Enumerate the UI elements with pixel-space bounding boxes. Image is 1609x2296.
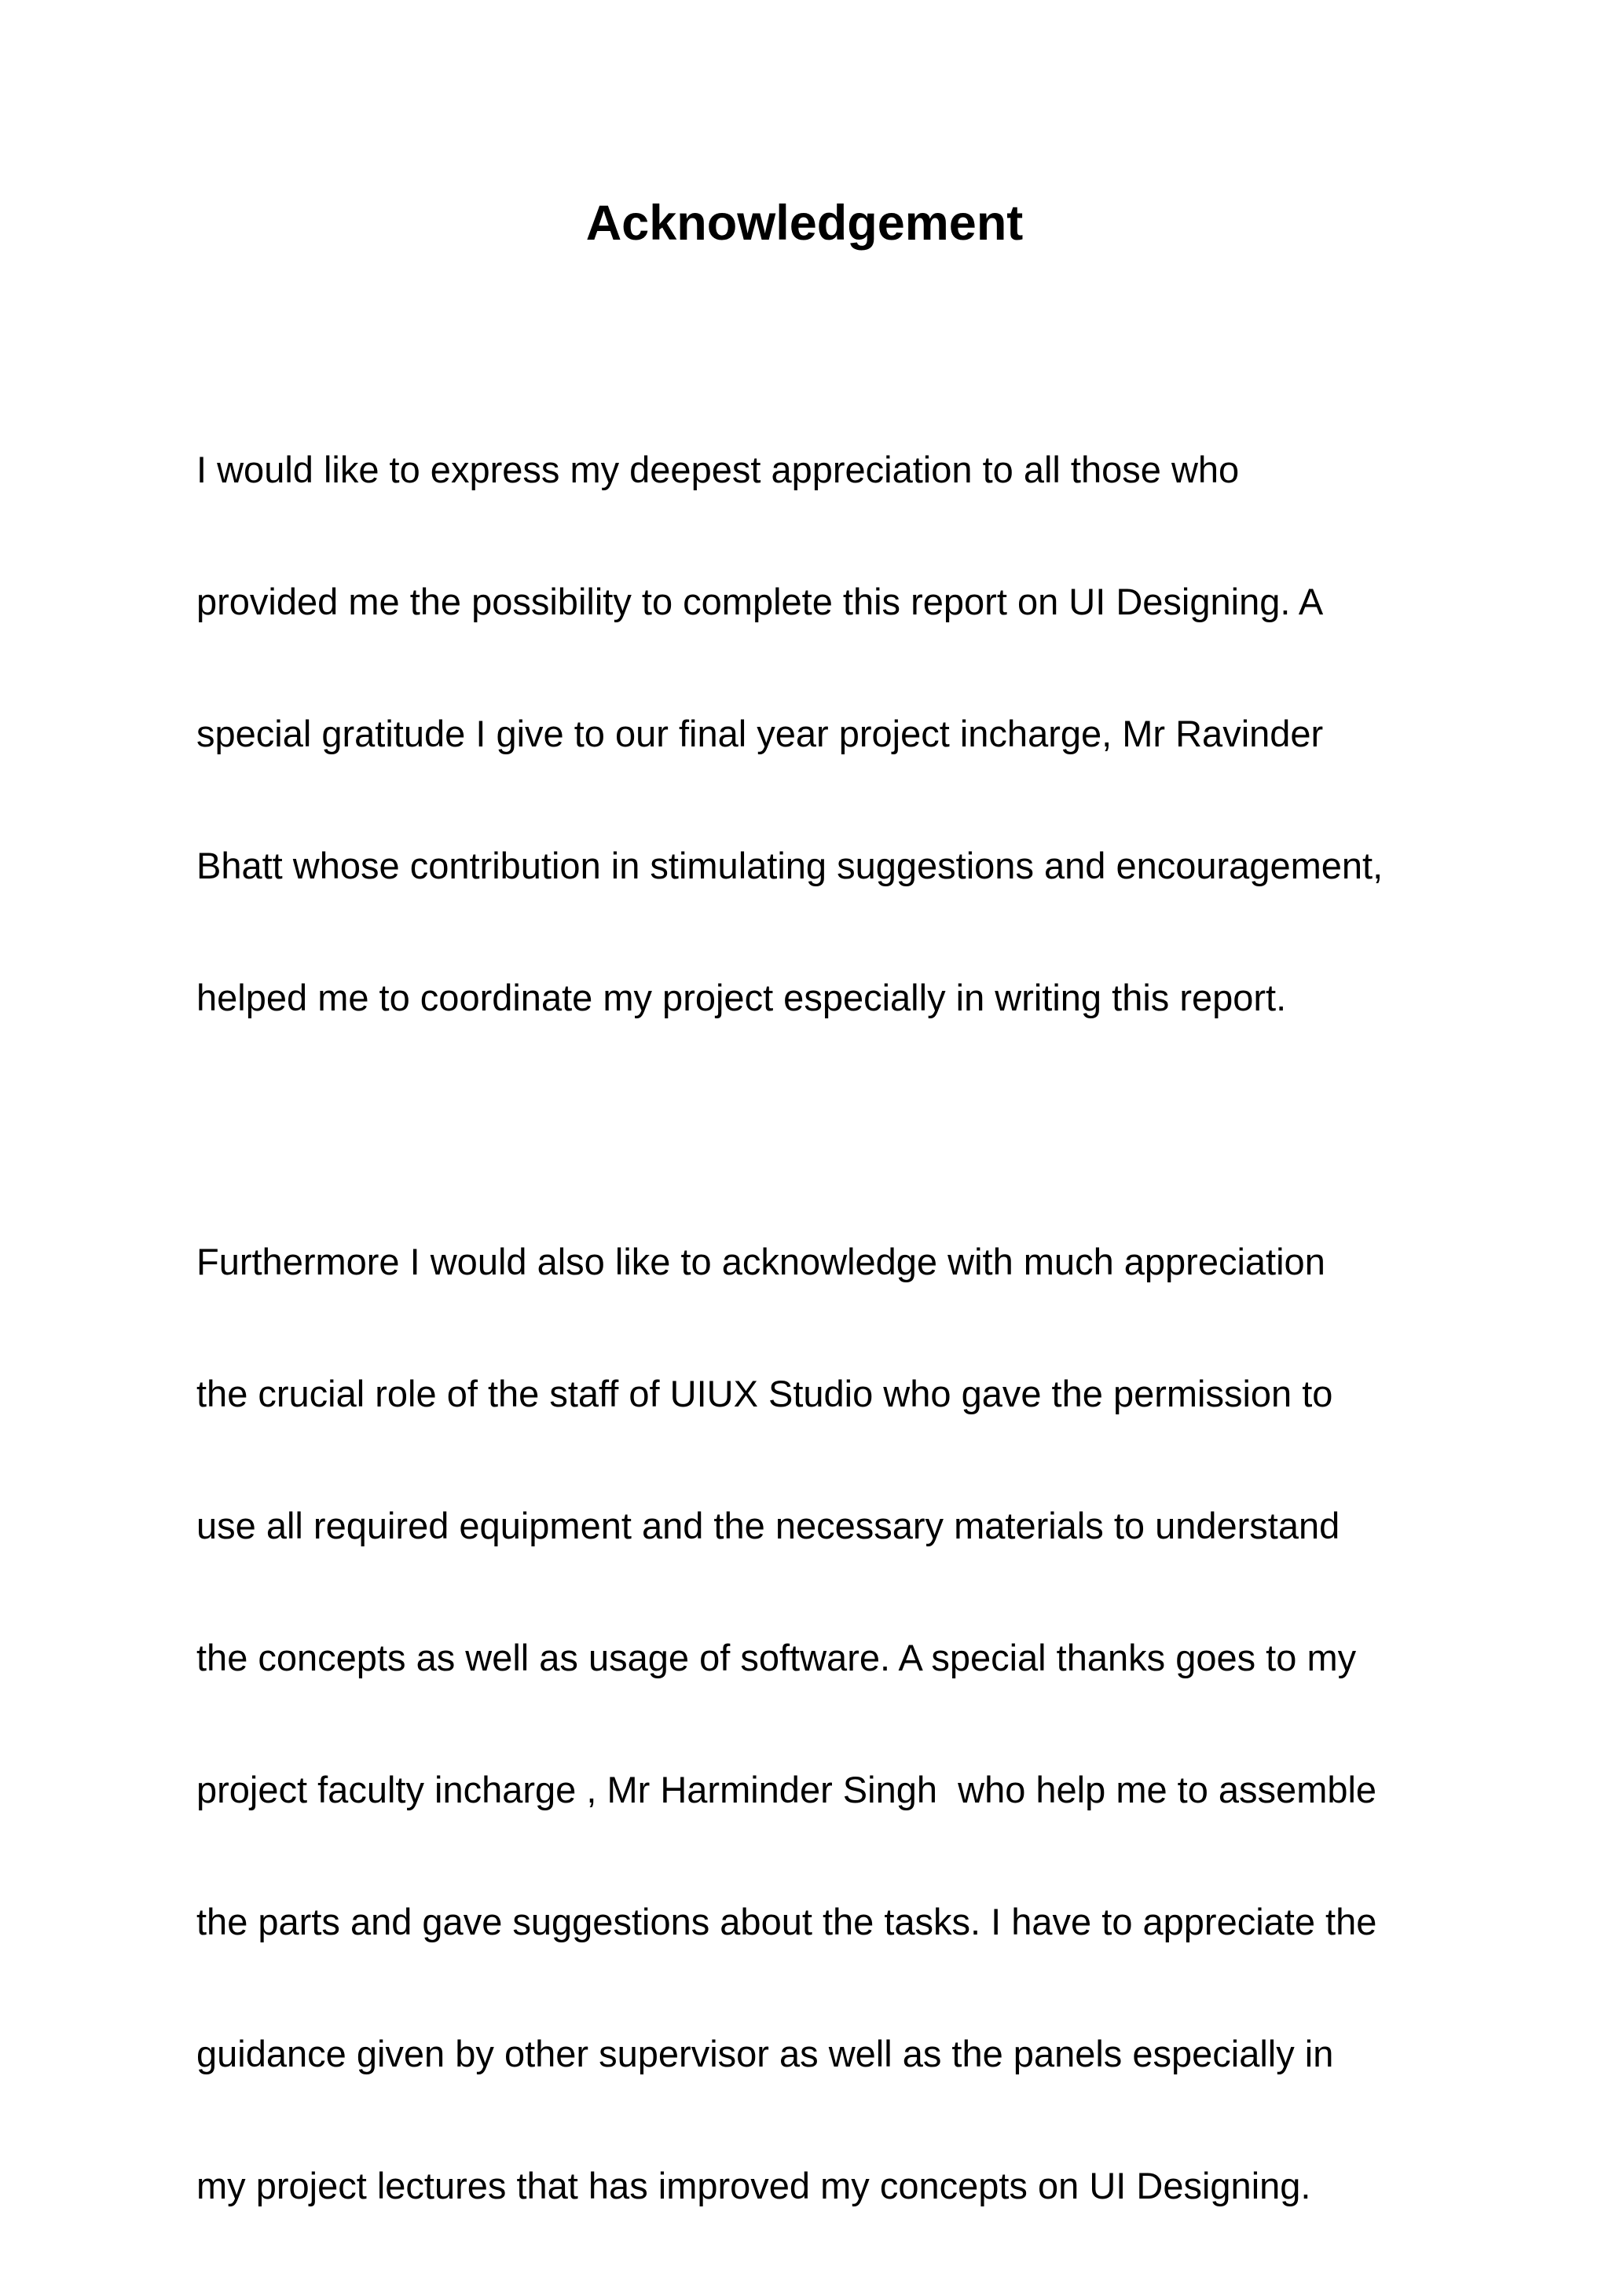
text-line: I would like to express my deepest appreciation to all those who bbox=[196, 449, 1240, 490]
body-text bbox=[196, 360, 1469, 2296]
text-line: special gratitude I give to our final year project incharge, Mr Ravinder bbox=[196, 713, 1324, 754]
text-line: project faculty incharge , Mr Harminder Singh who help me to assemble bbox=[196, 1769, 1377, 1810]
text-line: the parts and gave suggestions about the tasks. I have to appreciate the bbox=[196, 1901, 1377, 1942]
text-line: guidance given by other supervisor as well as the panels especially in bbox=[196, 2033, 1334, 2074]
text-line: provided me the possibility to complete this report on UI Designing. A bbox=[196, 581, 1324, 622]
paragraph-2 bbox=[196, 1152, 1469, 2296]
paragraph-spacer bbox=[196, 1108, 1469, 1152]
text-line: my project lectures that has improved my concepts on UI Designing. bbox=[196, 2165, 1311, 2206]
text-line: Furthermore I would also like to acknowledge with much appreciation bbox=[196, 1241, 1325, 1282]
text-line: the crucial role of the staff of UIUX Studio who gave the permission to bbox=[196, 1373, 1333, 1414]
text-line: use all required equipment and the necessary materials to understand bbox=[196, 1505, 1340, 1546]
page-title: Acknowledgement bbox=[585, 196, 1024, 251]
text-line: the concepts as well as usage of software. A special thanks goes to my bbox=[196, 1637, 1357, 1678]
text-line: Bhatt whose contribution in stimulating suggestions and encouragement, bbox=[196, 845, 1384, 886]
paragraph-1 bbox=[196, 360, 1469, 1108]
text-line: helped me to coordinate my project especially in writing this report. bbox=[196, 977, 1287, 1018]
